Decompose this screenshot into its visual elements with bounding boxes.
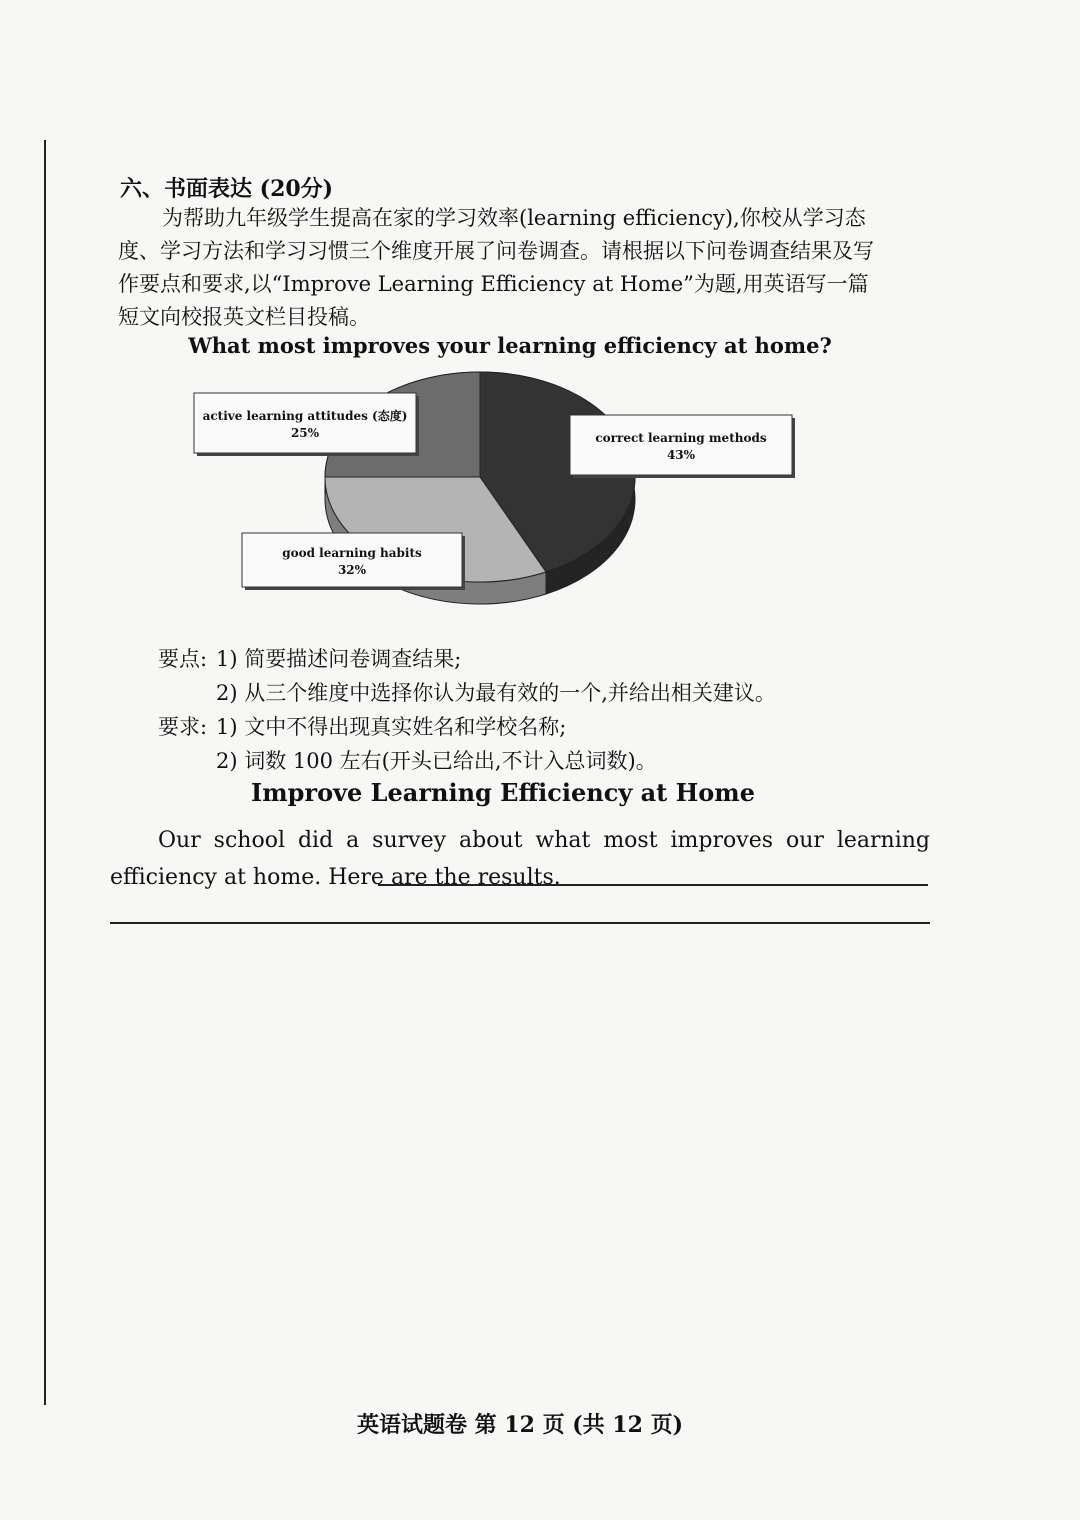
- data-label-value: 43%: [666, 448, 696, 462]
- rule-1: 1) 文中不得出现真实姓名和学校名称;: [216, 715, 567, 739]
- page-footer: 英语试题卷 第 12 页 (共 12 页): [356, 1412, 683, 1438]
- essay-title: Improve Learning Efficiency at Home: [251, 778, 755, 807]
- data-label-box: [242, 533, 462, 587]
- data-label-2: [194, 393, 419, 456]
- points-label: 要点:: [158, 647, 208, 671]
- data-label-value: 32%: [337, 563, 367, 577]
- data-label-name: good learning habits: [282, 546, 422, 560]
- data-label-value: 25%: [290, 426, 320, 440]
- answer-line-2[interactable]: [110, 922, 930, 924]
- data-label-name: correct learning methods: [595, 431, 767, 445]
- rules-label: 要求:: [158, 715, 208, 739]
- pie-chart: [180, 365, 810, 625]
- data-label-1: [242, 533, 465, 590]
- rule-2: 2) 词数 100 左右(开头已给出,不计入总词数)。: [216, 749, 657, 773]
- chart-title: What most improves your learning efficiency at home?: [188, 333, 832, 358]
- data-label-box: [570, 415, 792, 475]
- point-2: 2) 从三个维度中选择你认为最有效的一个,并给出相关建议。: [216, 681, 776, 705]
- essay-opening: Our school did a survey about what most improves our learning efficiency at home. Here are the results.: [110, 828, 930, 890]
- margin-line: [44, 140, 46, 1405]
- answer-line-1[interactable]: [378, 884, 928, 886]
- data-label-name: active learning attitudes (态度): [202, 409, 408, 423]
- instructions-text: 为帮助九年级学生提高在家的学习效率(learning efficiency),你校从学习态度、学习方法和学习习惯三个维度开展了问卷调查。请根据以下问卷调查结果及写作要点和要求,以“Improve Learning Efficiency at Home”为题,用英语写一篇短文向校报英文栏目投稿。: [118, 206, 874, 329]
- point-1: 1) 简要描述问卷调查结果;: [216, 647, 462, 671]
- data-label-0: [570, 415, 795, 478]
- section-title: 六、书面表达 (20分): [120, 176, 334, 202]
- data-label-box: [194, 393, 416, 453]
